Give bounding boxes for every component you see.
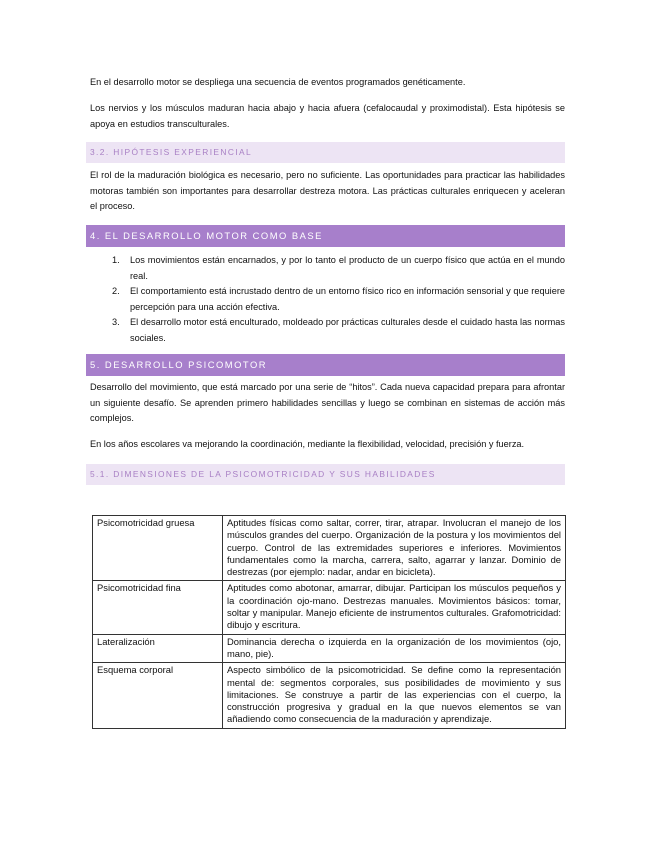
section-5-paragraph-1: Desarrollo del movimiento, que está marcado por una serie de “hitos”. Cada nueva capacidad prepara para afrontar un siguiente desafío. Se aprenden primero habilidades sencillas y luego se combinan en sistemas de acción más complejos. — [90, 382, 565, 423]
section-3-2-heading-text: 3.2. HIPÓTESIS EXPERIENCIAL — [90, 147, 253, 157]
intro-paragraph-2: Los nervios y los músculos maduran hacia abajo y hacia afuera (cefalocaudal y proximodistal). Esta hipótesis se apoya en estudios transculturales. — [90, 103, 565, 129]
table-cell-description: Dominancia derecha o izquierda en la organización de los movimientos (ojo, mano, pie). — [223, 634, 566, 663]
dimensions-table — [92, 515, 566, 729]
table-cell-dimension: Lateralización — [93, 634, 223, 663]
section-3-2-heading — [86, 142, 565, 163]
list-item-number: 2. — [112, 286, 120, 296]
table-cell-dimension: Psicomotricidad fina — [93, 581, 223, 634]
list-item-number: 3. — [112, 317, 120, 327]
table-row — [93, 581, 566, 634]
table-cell-dimension: Esquema corporal — [93, 663, 223, 728]
table-cell-description: Aspecto simbólico de la psicomotricidad. Se define como la representación mental de: segmentos corporales, sus posibilidades de movimiento y sus limitaciones. Se construye a partir de las experiencias con el cuerpo, la construcción progresiva y gradual en la que nuevos elementos se van añadiendo como consecuencia de la maduración y aprendizaje. — [223, 663, 566, 728]
list-item — [90, 315, 565, 346]
table-cell-dimension: Psicomotricidad gruesa — [93, 516, 223, 581]
table-row — [93, 634, 566, 663]
table-row — [93, 516, 566, 581]
section-5-paragraph-2: En los años escolares va mejorando la coordinación, mediante la flexibilidad, velocidad, precisión y fuerza. — [90, 439, 525, 449]
list-item-text: El desarrollo motor está enculturado, moldeado por prácticas culturales desde el cuidado hasta las normas sociales. — [130, 317, 565, 343]
list-item — [90, 253, 565, 284]
section-4-list — [90, 253, 565, 346]
table-cell-description: Aptitudes como abotonar, amarrar, dibujar. Participan los músculos pequeños y la coordinación ojo-mano. Destrezas manuales. Movimientos básicos: tomar, soltar y manipular. Manejo eficiente de instrumentos culturales. Grafomotricidad: dibujo y escritura. — [223, 581, 566, 634]
section-5-1-heading — [86, 464, 565, 485]
intro-paragraph-1: En el desarrollo motor se despliega una secuencia de eventos programados genéticamente. — [90, 77, 466, 87]
list-item-text: El comportamiento está incrustado dentro de un entorno físico rico en información sensorial y que requiere percepción para una acción efectiva. — [130, 286, 565, 312]
table-row — [93, 663, 566, 728]
list-item-number: 1. — [112, 255, 120, 265]
section-5-heading-text: 5. DESARROLLO PSICOMOTOR — [90, 359, 268, 370]
section-4-heading-text: 4. EL DESARROLLO MOTOR COMO BASE — [90, 230, 323, 241]
section-3-2-paragraph: El rol de la maduración biológica es necesario, pero no suficiente. Las oportunidades para practicar las habilidades motoras también son importantes para desarrollar destreza motora. Las prácticas culturales enriquecen y aceleran el proceso. — [90, 170, 565, 211]
table-cell-description: Aptitudes físicas como saltar, correr, tirar, atrapar. Involucran el manejo de los músculos grandes del cuerpo. Organización de la postura y los movimientos del cuerpo. Control de las extremidades superiores e inferiores. Movimientos fundamentales como la marcha, carrera, salto, agarrar y lanzar. Dominio de destrezas (por ejemplo: nadar, andar en bicicleta). — [223, 516, 566, 581]
section-5-heading — [86, 354, 565, 376]
list-item — [90, 284, 565, 315]
section-5-1-heading-text: 5.1. DIMENSIONES DE LA PSICOMOTRICIDAD Y SUS HABILIDADES — [90, 469, 436, 479]
section-4-heading — [86, 225, 565, 247]
list-item-text: Los movimientos están encarnados, y por lo tanto el producto de un cuerpo físico que actúa en el mundo real. — [130, 255, 565, 281]
